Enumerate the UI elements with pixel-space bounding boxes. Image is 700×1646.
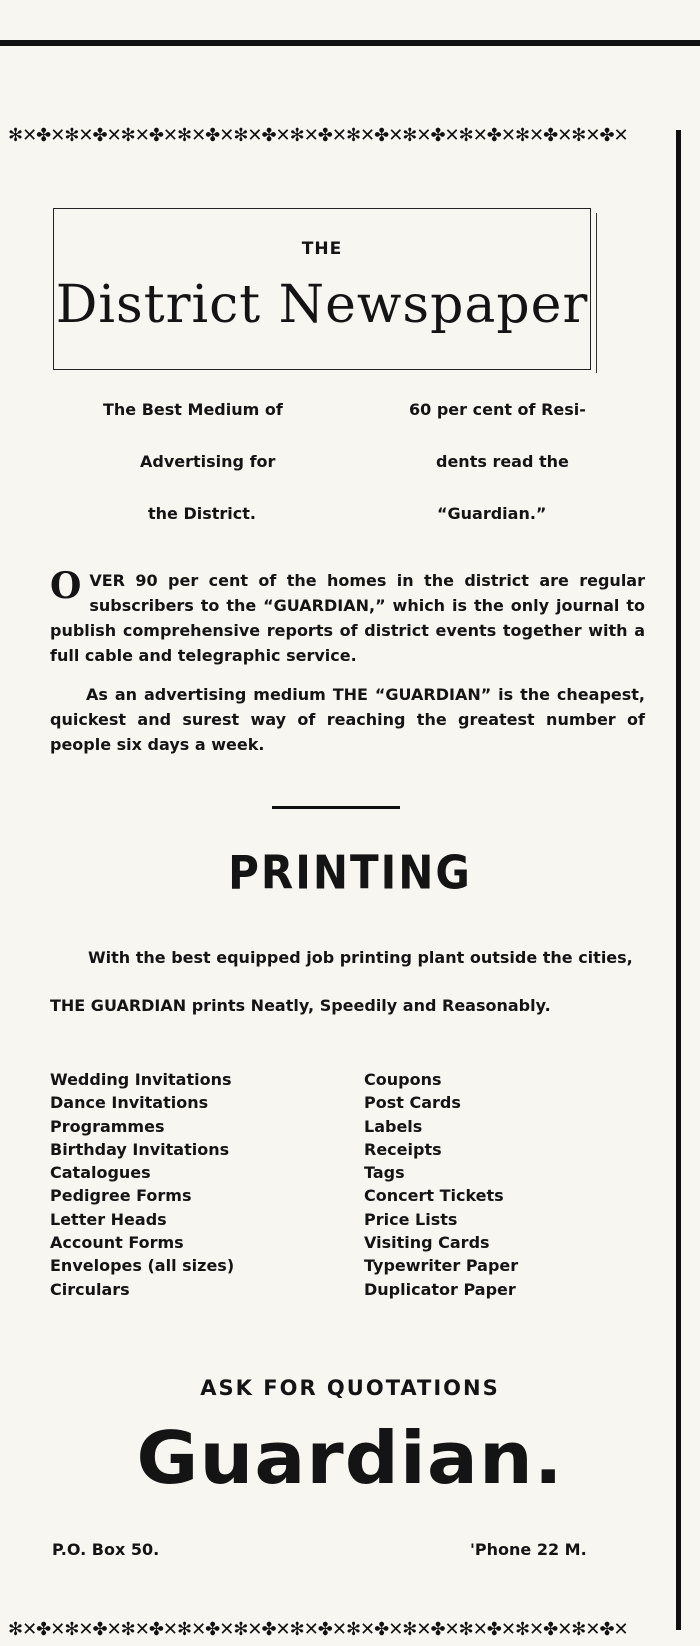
- drop-cap: O: [50, 565, 82, 607]
- service-item-right: Tags: [364, 1163, 405, 1183]
- service-item-left: Wedding Invitations: [50, 1070, 232, 1089]
- service-item-right: Labels: [364, 1116, 423, 1136]
- masthead-the: THE: [301, 239, 343, 259]
- service-item-left: Pedigree Forms: [50, 1186, 192, 1206]
- ornamental-border-bottom: ✻✕✤✕✻✕✤✕✻✕✤✕✻✕✤✕✻✕✤✕✻✕✤✕✻✕✤✕✻✕✤✕✻✕✤✕✻✕✤✕✻✕✤✕: [8, 1619, 628, 1640]
- service-item-right: Coupons: [364, 1070, 442, 1089]
- right-column-line-1: 60 per cent of Resi-: [409, 400, 586, 419]
- paragraph-advertising: As an advertising medium THE “GUARDIAN” is the cheapest, quickest and surest way of reaching the greatest number of people six days a week.: [50, 685, 645, 754]
- service-item-right: Receipts: [364, 1139, 442, 1159]
- service-item-left: Programmes: [50, 1116, 165, 1136]
- paragraph-subscribers-text: VER 90 per cent of the homes in the district are regular subscribers to the “GUARDIAN,” which is the only journal to publish comprehensive reports of district events together with a full cable and telegraphic service.: [50, 571, 645, 665]
- brand-name: Guardian.: [136, 1416, 564, 1500]
- service-item-right: Typewriter Paper: [364, 1256, 519, 1276]
- masthead-title: District Newspaper: [55, 275, 589, 335]
- paragraph-subscribers: [50, 565, 645, 668]
- right-column-line-2: dents read the: [436, 452, 569, 471]
- masthead-box: [53, 208, 591, 370]
- service-item-left: Circulars: [50, 1279, 130, 1299]
- right-column-line-3: “Guardian.”: [437, 504, 547, 523]
- service-item-left: Dance Invitations: [50, 1093, 209, 1113]
- printing-line-2: THE GUARDIAN prints Neatly, Speedily and Reasonably.: [50, 996, 551, 1015]
- service-item-left: Account Forms: [50, 1233, 184, 1253]
- service-item-right: Concert Tickets: [364, 1186, 504, 1206]
- service-item-right: Duplicator Paper: [364, 1279, 516, 1299]
- top-rule: [0, 40, 700, 46]
- services-list-left: [50, 1068, 234, 1301]
- left-column-line-1: The Best Medium of: [103, 400, 283, 419]
- service-item-right: Visiting Cards: [364, 1233, 490, 1253]
- services-list-right: [364, 1068, 518, 1301]
- service-item-left: Letter Heads: [50, 1209, 167, 1229]
- ornamental-border-top: ✻✕✤✕✻✕✤✕✻✕✤✕✻✕✤✕✻✕✤✕✻✕✤✕✻✕✤✕✻✕✤✕✻✕✤✕✻✕✤✕✻✕✤✕: [8, 125, 628, 146]
- left-column-line-3: the District.: [148, 504, 256, 523]
- po-box: P.O. Box 50.: [52, 1540, 160, 1559]
- printing-heading: PRINTING: [228, 845, 472, 900]
- service-item-right: Post Cards: [364, 1093, 461, 1113]
- service-item-right: Price Lists: [364, 1209, 458, 1229]
- service-item-left: Envelopes (all sizes): [50, 1256, 235, 1276]
- phone-number: 'Phone 22 M.: [470, 1540, 587, 1559]
- section-divider: [272, 806, 400, 809]
- ask-for-quotations: ASK FOR QUOTATIONS: [200, 1376, 500, 1400]
- service-item-left: Catalogues: [50, 1163, 151, 1183]
- service-item-left: Birthday Invitations: [50, 1139, 230, 1159]
- printing-line-1: With the best equipped job printing plant outside the cities,: [88, 948, 633, 967]
- left-column-line-2: Advertising for: [140, 452, 276, 471]
